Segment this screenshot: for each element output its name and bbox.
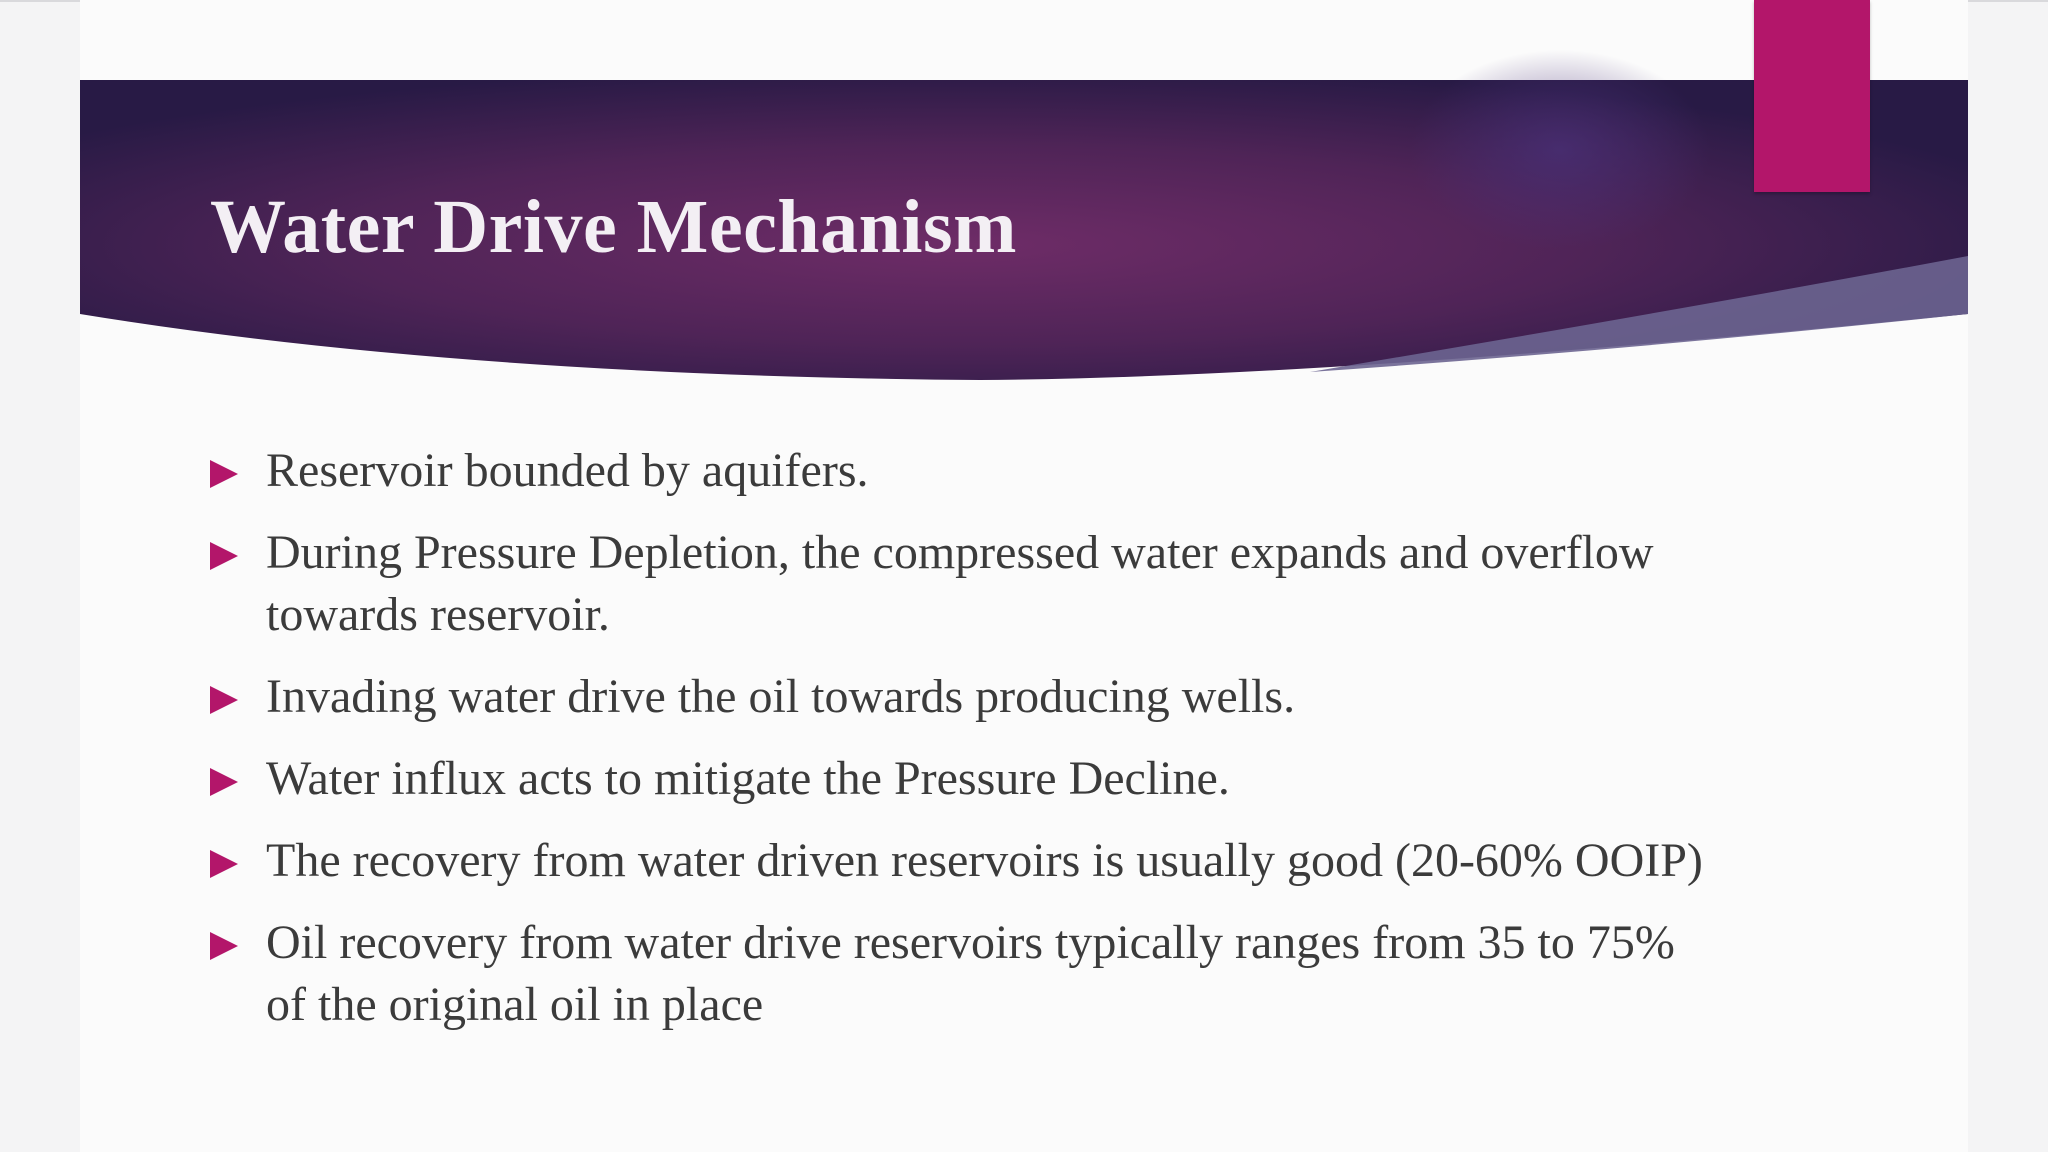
bullet-text: The recovery from water driven reservoirs is usually good (20-60% OOIP) (266, 834, 1703, 887)
bullet-item (210, 666, 1710, 728)
triangle-right-icon (210, 686, 238, 714)
bullet-text: Reservoir bounded by aquifers. (266, 444, 869, 497)
triangle-right-icon (210, 932, 238, 960)
triangle-right-icon (210, 850, 238, 878)
bullet-text: During Pressure Depletion, the compressed water expands and overflow towards reservoir. (266, 526, 1654, 641)
bullet-text: Water influx acts to mitigate the Pressure Decline. (266, 752, 1230, 805)
bullet-item (210, 522, 1710, 646)
banner-highlight (1410, 50, 1710, 250)
triangle-right-icon (210, 460, 238, 488)
bullet-item (210, 912, 1710, 1036)
slide-title: Water Drive Mechanism (210, 185, 1017, 269)
bullet-text: Oil recovery from water drive reservoirs typically ranges from 35 to 75% of the original oil in place (266, 916, 1675, 1031)
slide (80, 0, 1968, 1152)
triangle-right-icon (210, 768, 238, 796)
bullet-item (210, 830, 1710, 892)
accent-tab (1754, 0, 1870, 192)
bullet-item (210, 440, 1710, 502)
bullet-item (210, 748, 1710, 810)
bullet-list (210, 440, 1710, 1056)
bullet-text: Invading water drive the oil towards producing wells. (266, 670, 1296, 723)
triangle-right-icon (210, 542, 238, 570)
